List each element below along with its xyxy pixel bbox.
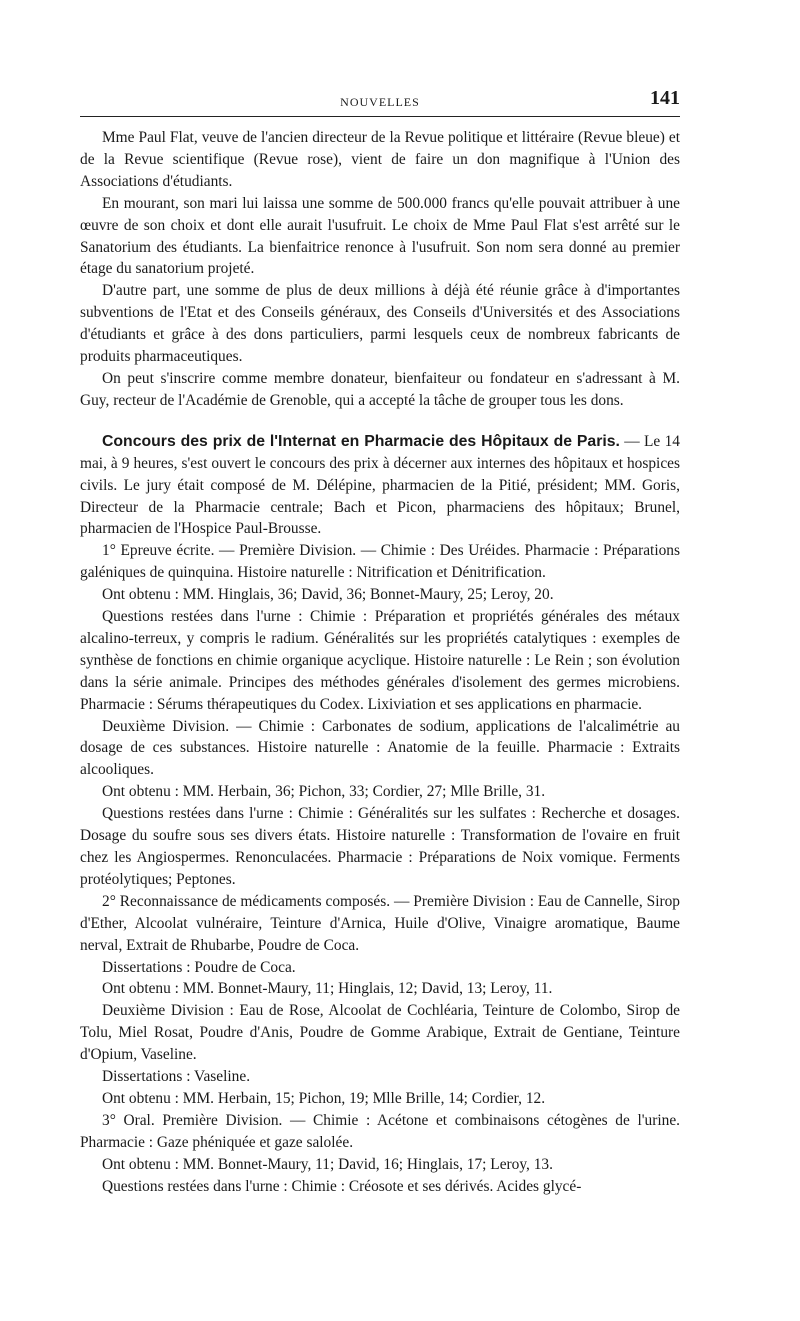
results-written-first: Ont obtenu : MM. Hinglais, 36; David, 36; Bonnet-Maury, 25; Leroy, 20. (102, 586, 554, 604)
section-gap (80, 412, 680, 431)
questions-written-first: Questions restées dans l'urne : Chimie : Préparation et propriétés générales des métaux alcalino-terreux, y compris le radium. Généralités sur les propriétés catalytiques : exemples de synthèse de fonctions en chimie organique acyclique. Histoire naturelle : Le Rein ; son évolution dans la série animale. Principes des méthodes générales d'isolement des germes microbiens. Pharmacie : Sérums thérapeutiques du Codex. Lixiviation et ses applications en pharmacie. (80, 608, 680, 713)
dissertations-first: Dissertations : Poudre de Coca. (102, 958, 296, 976)
questions-written-second: Questions restées dans l'urne : Chimie : Généralités sur les sulfates : Recherche et dosages. Dosage du soufre sous ses divers états. Histoire naturelle : Transformation de l'ovaire en fruit chez les Angiospermes. Renonculacées. Pharmacie : Préparations de Noix vomique. Ferments protéolytiques; Peptones. (80, 805, 680, 888)
paragraph-bequest: En mourant, son mari lui laissa une somme de 500.000 francs qu'elle pouvait attribuer à une œuvre de son choix et dont elle aurait l'usufruit. Le choix de Mme Paul Flat s'est arrêté sur le Sanatorium des étudiants. La bienfaitrice renonce à l'usufruit. Son nom sera donné au premier étage du sanatorium projeté. (80, 194, 680, 278)
concours-paragraph (80, 431, 680, 541)
header-title: NOUVELLES (340, 95, 420, 109)
page (80, 88, 680, 1198)
written-test-second-division: Deuxième Division. — Chimie : Carbonates de sodium, applications de l'alcalimétrie au dosage de ces substances. Histoire naturelle : Anatomie de la feuille. Pharmacie : Extraits alcooliques. (80, 717, 680, 779)
results-written-second: Ont obtenu : MM. Herbain, 36; Pichon, 33; Cordier, 27; Mlle Brille, 31. (102, 783, 546, 801)
results-recognition-first: Ont obtenu : MM. Bonnet-Maury, 11; Hinglais, 12; David, 13; Leroy, 11. (102, 980, 553, 998)
paragraph-flat-donation: Mme Paul Flat, veuve de l'ancien directeur de la Revue politique et littéraire (Revue bleue) et de la Revue scientifique (Revue rose), vient de faire un don magnifique à l'Union des Associations d'étudiants. (80, 129, 680, 190)
results-oral-first: Ont obtenu : MM. Bonnet-Maury, 11; David, 16; Hinglais, 17; Leroy, 13. (102, 1155, 553, 1173)
oral-first-division: 3° Oral. Première Division. — Chimie : Acétone et combinaisons cétogènes de l'urine. Pharmacie : Gaze phéniquée et gaze salolée. (80, 1111, 680, 1151)
written-test-first-division: 1° Epreuve écrite. — Première Division. — Chimie : Des Uréides. Pharmacie : Préparations galéniques de quinquina. Histoire naturelle : Nitrification et Dénitrification. (80, 542, 680, 582)
dissertations-second: Dissertations : Vaseline. (102, 1068, 251, 1086)
recognition-first-division: 2° Reconnaissance de médicaments composés. — Première Division : Eau de Cannelle, Sirop d'Ether, Alcoolat vulnéraire, Teinture d'Arnica, Huile d'Olive, Vinaigre aromatique, Baume nerval, Extrait de Rhubarbe, Poudre de Coca. (80, 892, 680, 954)
recognition-second-division: Deuxième Division : Eau de Rose, Alcoolat de Cochléaria, Teinture de Colombo, Sirop de Tolu, Miel Rosat, Poudre d'Anis, Poudre de Gomme Arabique, Extrait de Gentiane, Teinture d'Opium, Vaseline. (80, 1002, 680, 1064)
section-heading: Concours des prix de l'Internat en Pharmacie des Hôpitaux de Paris. (102, 432, 620, 450)
concours-intro: — Le 14 mai, à 9 heures, s'est ouvert le concours des prix à décerner aux internes des hôpitaux et hospices civils. Le jury était composé de M. Délépine, pharmacien de la Pitié, président; MM. Goris, Directeur de la Pharmacie centrale; Bach et Picon, pharmaciens des hôpitaux; Brunel, pharmacien de l'Hospice Paul-Brousse. (80, 432, 680, 538)
running-header (80, 88, 680, 114)
paragraph-membership: On peut s'inscrire comme membre donateur, bienfaiteur ou fondateur en s'adressant à M. Guy, recteur de l'Académie de Grenoble, qui a accepté la tâche de grouper tous les dons. (80, 369, 680, 409)
questions-oral-first: Questions restées dans l'urne : Chimie : Créosote et ses dérivés. Acides glycé- (102, 1177, 582, 1195)
paragraph-funding: D'autre part, une somme de plus de deux millions à déjà été réunie grâce à d'importantes subventions de l'Etat et des Conseils généraux, des Conseils d'Universités et des Associations d'étudiants et grâce à des dons particuliers, parmi lesquels ceux de nombreux fabricants de produits pharmaceutiques. (80, 282, 680, 366)
header-rule (80, 116, 680, 117)
page-number: 141 (650, 87, 680, 109)
results-recognition-second: Ont obtenu : MM. Herbain, 15; Pichon, 19; Mlle Brille, 14; Cordier, 12. (102, 1089, 546, 1107)
